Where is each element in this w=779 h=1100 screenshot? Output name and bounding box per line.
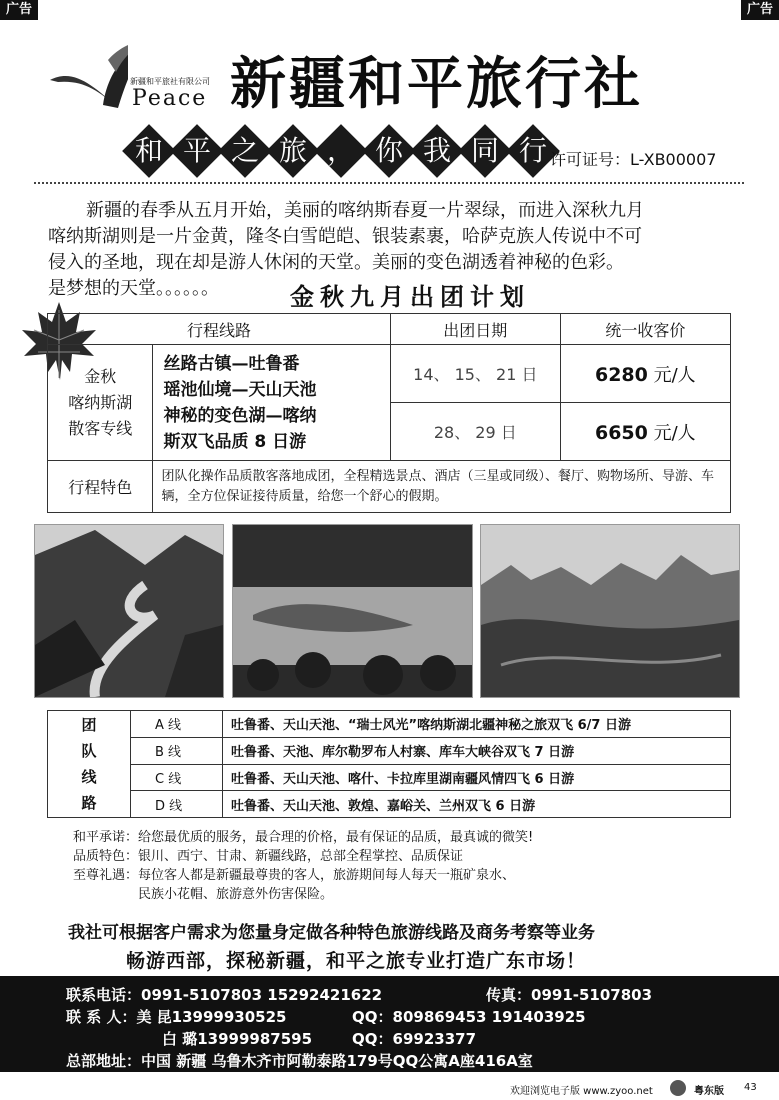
intro-line: 是梦想的天堂。。。。。。 (48, 278, 219, 299)
feature-label: 行程特色 (48, 461, 153, 513)
price: 6650 元/人 (560, 403, 730, 461)
ad-tag-right: 广告 (741, 0, 779, 20)
route-line: D 线 (131, 791, 223, 818)
promise-row: 品质特色： 银川、西宁、甘肃、新疆线路，总部全程掌控、品质保证 (72, 849, 464, 864)
intro-line: 侵入的圣地，现在却是游人休闲的天堂。美丽的变色湖透着神秘的色彩。 (48, 252, 624, 273)
slogan (130, 132, 562, 170)
company-logo (48, 30, 218, 110)
price: 6280 元/人 (560, 345, 730, 403)
promise-block (58, 828, 738, 904)
photo-kanas-river (34, 524, 224, 698)
group-routes-label: 团 队 线 路 (48, 711, 131, 818)
departure-date: 14、 15、 21 日 (390, 345, 560, 403)
fax-row: 传真：0991-5107803 (486, 986, 653, 1004)
departure-date: 28、 29 日 (390, 403, 560, 461)
edition-badge-icon (670, 1080, 686, 1096)
page-title: 新疆和平旅行社 (230, 52, 643, 117)
divider (34, 182, 744, 184)
plan-title: 金秋九月出团计划 (290, 283, 530, 311)
route-description: 丝路古镇—吐鲁番 瑶池仙境—天山天池 神秘的变色湖—喀纳 斯双飞品质 8 日游 (153, 345, 391, 461)
header-date: 出团日期 (390, 314, 560, 345)
ad-tag-left: 广告 (0, 0, 38, 20)
slogan-char: 和 (122, 124, 176, 178)
header-price: 统一收客价 (560, 314, 730, 345)
photo-lake (232, 524, 473, 698)
route-text: 吐鲁番、天山天池、喀什、卡拉库里湖南疆风情四飞 6 日游 (223, 764, 731, 791)
contact-footer (0, 976, 779, 1072)
contact-qq-2: QQ：69923377 (352, 1030, 477, 1048)
promise-row: 和平承诺： 给您最优质的服务，最合理的价格，最有保证的品质，最真诚的微笑! (72, 830, 534, 845)
swallow-logo-icon (48, 30, 128, 110)
slogan-char: ， (314, 124, 368, 178)
contact-person-1: 联 系 人：美 昆13999930525 (66, 1008, 287, 1026)
contact-qq-1: QQ：809869453 191403925 (352, 1008, 586, 1026)
tour-plan-table (47, 313, 731, 513)
route-line: B 线 (131, 737, 223, 764)
route-type-label: 金秋 喀纳斯湖 散客专线 (48, 345, 153, 461)
slogan-char: 平 (170, 124, 224, 178)
page-number: 43 (744, 1082, 757, 1093)
logo-peace-text: Peace (132, 86, 208, 111)
intro-line: 新疆的春季从五月开始，美丽的喀纳斯春夏一片翠绿，而进入深秋九月 (86, 200, 644, 221)
slogan-char: 同 (458, 124, 512, 178)
logo-company-small: 新疆和平旅社有限公司 (130, 77, 210, 86)
motto: 畅游西部，探秘新疆，和平之旅专业打造广东市场！ (126, 950, 587, 972)
slogan-char: 行 (506, 124, 560, 178)
slogan-char: 之 (218, 124, 272, 178)
route-text: 吐鲁番、天山天池、“瑞士风光”喀纳斯湖北疆神秘之旅双飞 6/7 日游 (223, 711, 731, 738)
custom-service-line: 我社可根据客户需求为您量身定做各种特色旅游线路及商务考察等业务 (68, 923, 595, 943)
route-line: A 线 (131, 711, 223, 738)
phone-row: 联系电话：0991-5107803 15292421622 (66, 986, 383, 1004)
browse-note: 欢迎浏览电子版 www.zyoo.net (510, 1086, 653, 1097)
slogan-char: 你 (362, 124, 416, 178)
group-routes-table (47, 710, 731, 818)
promise-row: 民族小花帽、旅游意外伤害保险。 (138, 887, 334, 902)
intro-line: 喀纳斯湖则是一片金黄，隆冬白雪皑皑、银装素裹，哈萨克族人传说中不可 (48, 226, 642, 247)
photo-yardang (480, 524, 740, 698)
header-route: 行程线路 (48, 314, 391, 345)
promise-row: 至尊礼遇： 每位客人都是新疆最尊贵的客人，旅游期间每人每天一瓶矿泉水、 (72, 868, 516, 883)
feature-text: 团队化操作品质散客落地成团，全程精选景点、酒店（三星或同级）、餐厅、购物场所、导游、车辆，全方位保证接待质量，给您一个舒心的假期。 (153, 461, 731, 513)
contact-person-2: 白 璐13999987595 (162, 1030, 313, 1048)
license-number: 许可证号：L-XB00007 (550, 150, 717, 169)
address-row: 总部地址：中国 新疆 乌鲁木齐市阿勒泰路179号QQ公寓A座416A室 (66, 1052, 533, 1070)
route-line: C 线 (131, 764, 223, 791)
route-text: 吐鲁番、天山天池、敦煌、嘉峪关、兰州双飞 6 日游 (223, 791, 731, 818)
slogan-char: 旅 (266, 124, 320, 178)
route-text: 吐鲁番、天池、库尔勒罗布人村寨、库车大峡谷双飞 7 日游 (223, 737, 731, 764)
slogan-char: 我 (410, 124, 464, 178)
edition: 粤东版 (694, 1086, 724, 1097)
